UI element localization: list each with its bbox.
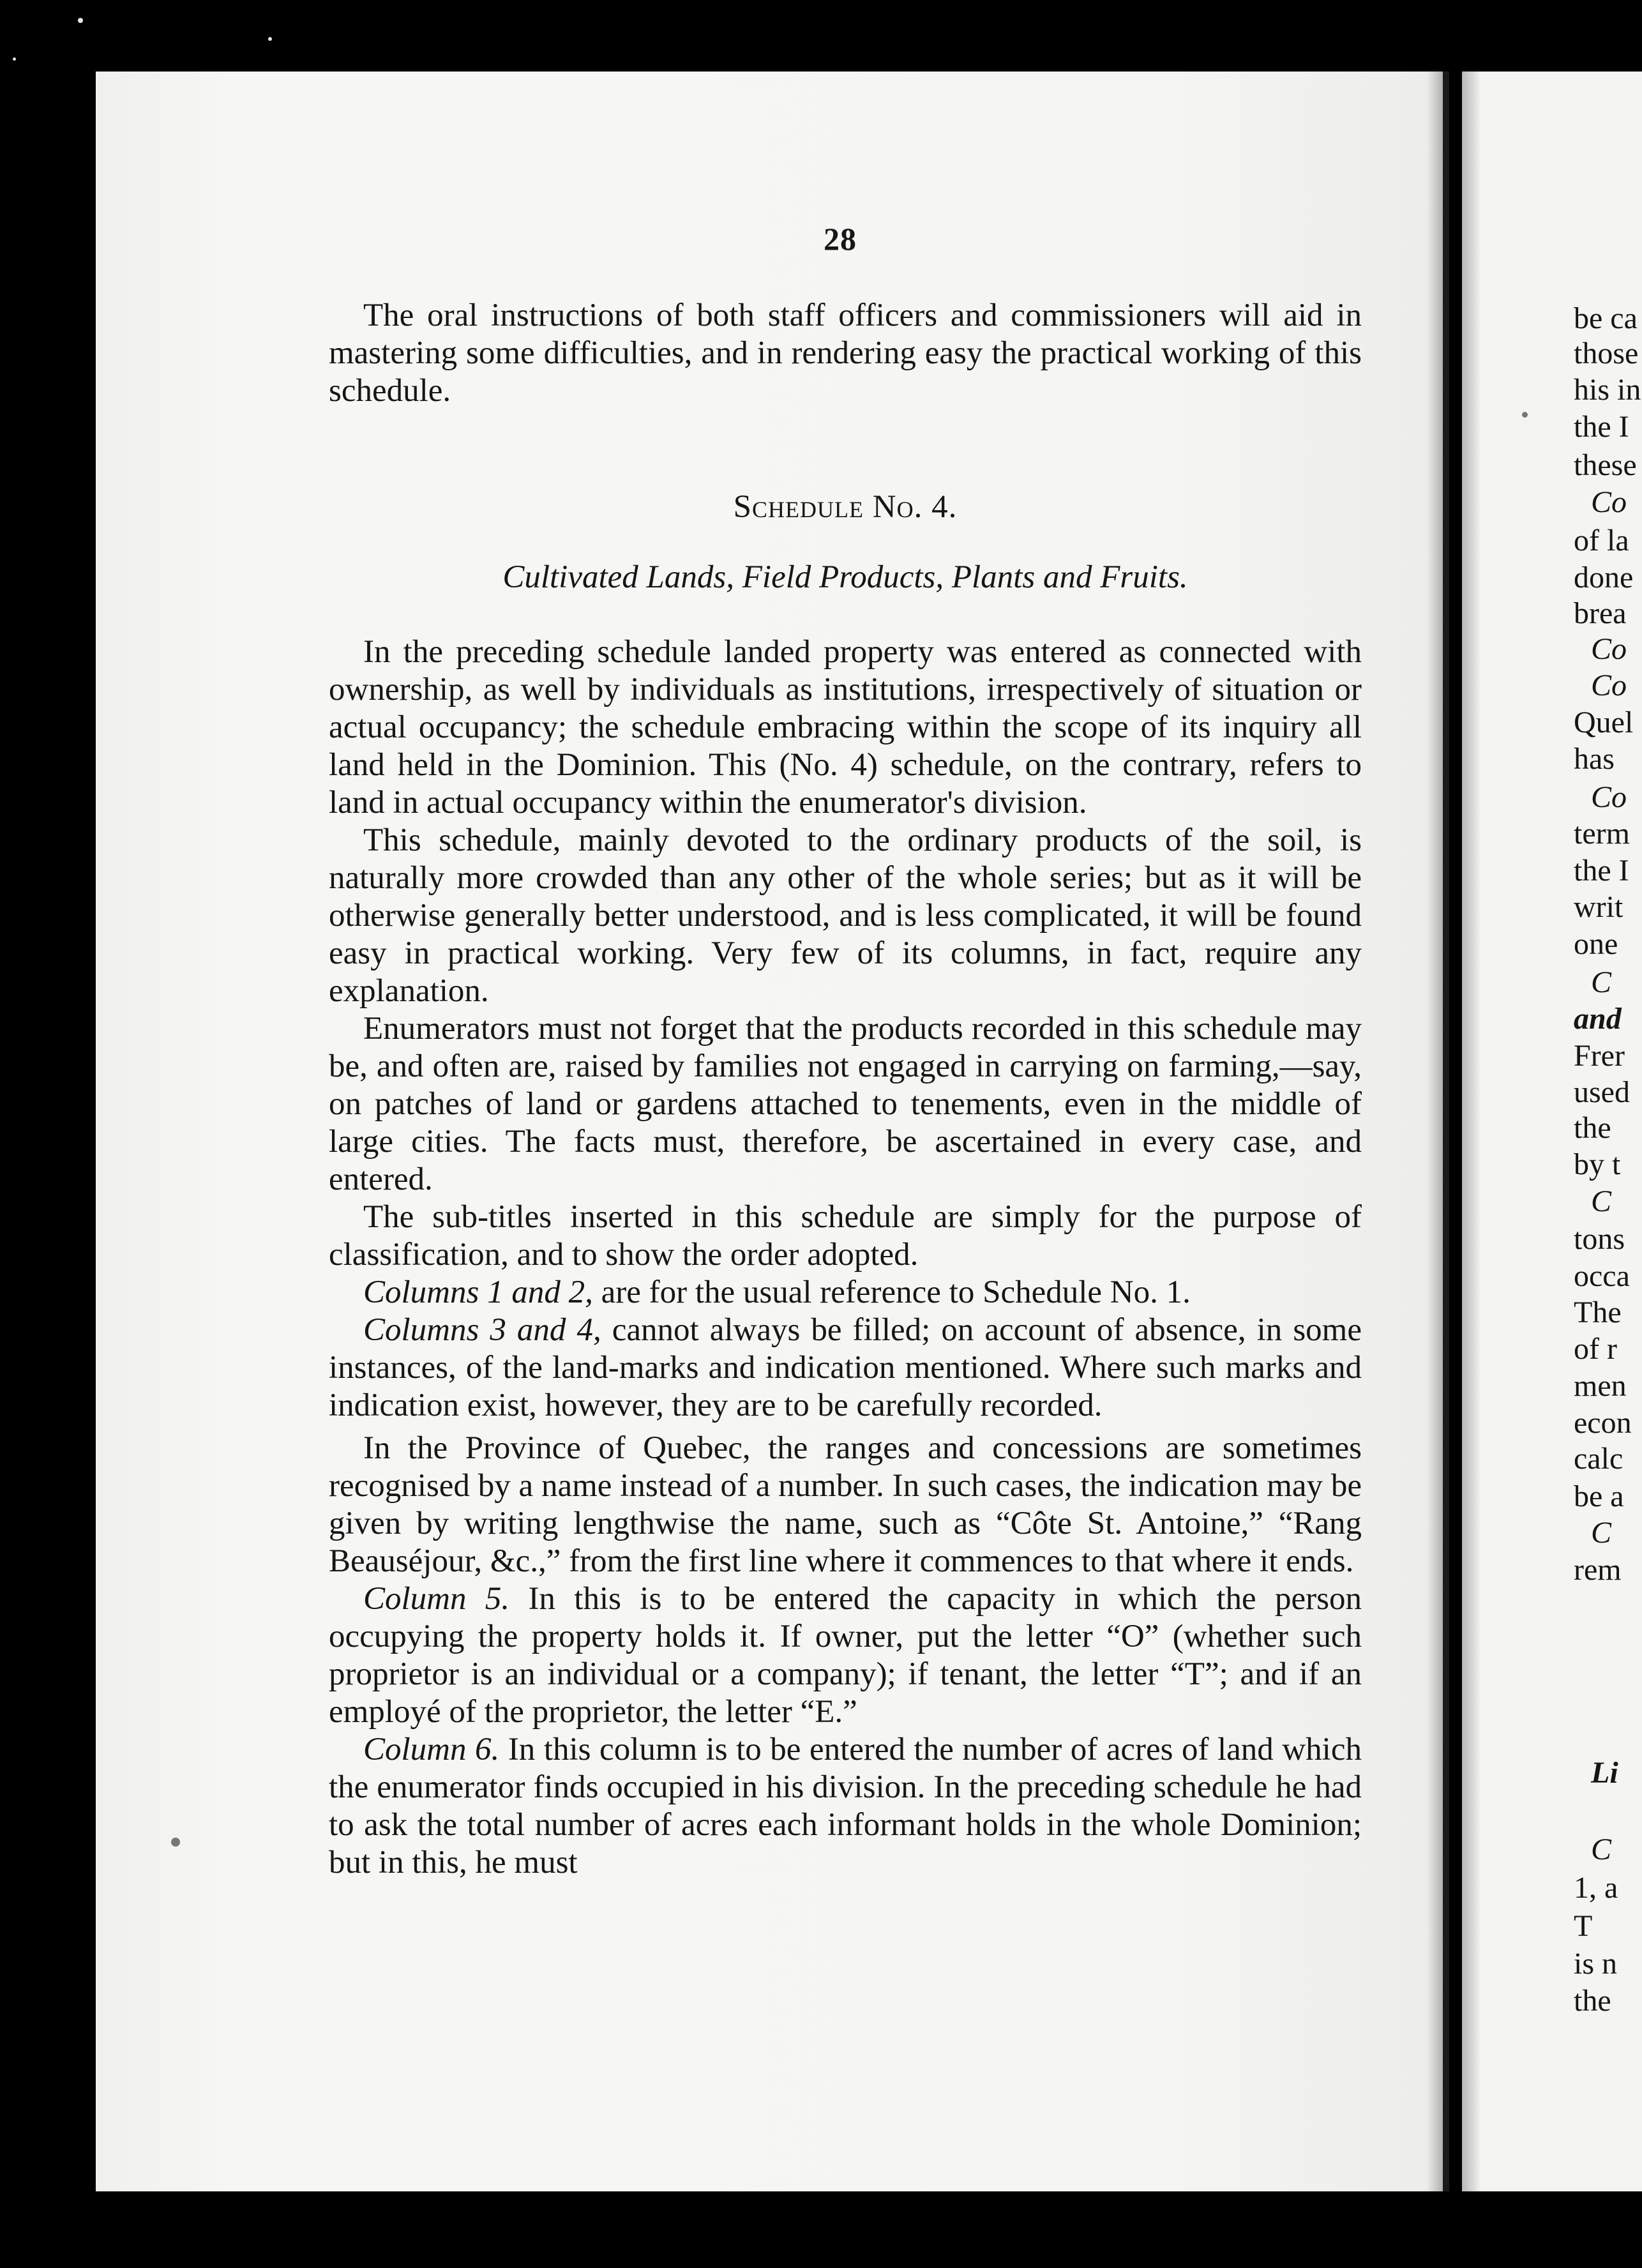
scan-dust (78, 18, 83, 23)
paragraph-text: In this column is to be entered the number of acres of land which the enumerator finds occupied in his division. In the preceding schedule he had to ask the total number of acres each informant holds in the whole Dominion; but in this, he must (329, 1732, 1362, 1880)
schedule-title (329, 488, 1362, 525)
facing-page-fragment: writ (1574, 890, 1623, 924)
facing-page-fragment: used (1574, 1075, 1630, 1109)
body-paragraph: This schedule, mainly devoted to the ordinary products of the soil, is naturally more crowded than any other of the whole series; but as it will be otherwise generally better understood, and is less complicated, it will be found easy in practical working. Very few of its columns, in fact, require any explanation. (329, 822, 1362, 1009)
body-paragraph: In the Province of Quebec, the ranges and concessions are sometimes recognised by a name instead of a number. In such cases, the indication may be given by writing lengthwise the name, such as “Côte St. Antoine,” “Rang Beauséjour, &c.,” from the first line where it commences to that where it ends. (329, 1430, 1362, 1579)
scan-dust (268, 37, 272, 41)
facing-page-fragment: C (1591, 1516, 1612, 1550)
scan-dust (13, 57, 16, 61)
facing-page-fragment: the (1574, 1984, 1611, 2018)
facing-page-fragment: his in (1574, 373, 1641, 407)
body-paragraph (329, 1274, 1362, 1312)
facing-page-fragment: C (1591, 965, 1612, 999)
page-number: 28 (824, 221, 857, 257)
facing-page-fragment: T (1574, 1909, 1593, 1943)
intro-paragraph (329, 297, 1362, 410)
scan-speck (171, 1838, 180, 1847)
facing-page-fragment: calc (1574, 1442, 1623, 1476)
body-paragraph (329, 1580, 1362, 1731)
schedule-subtitle: Cultivated Lands, Field Products, Plants and Fruits. (502, 559, 1188, 595)
facing-page-fragment: be a (1574, 1479, 1624, 1513)
body-paragraph: The sub-titles inserted in this schedule are simply for the purpose of classification, and to show the order adopted. (329, 1199, 1362, 1273)
scan-speck (1522, 412, 1528, 418)
body-paragraph (329, 1312, 1362, 1425)
paragraph-text: cannot always be filled; on account of absence, in some instances, of the land-marks and indication mentioned. Where such marks and indication exist, however, they are to be carefully recorded. (329, 1312, 1362, 1423)
facing-page-fragment: has (1574, 742, 1615, 776)
schedule-title-text: Schedule No. 4. (733, 489, 958, 525)
facing-page-fragment: Co (1591, 780, 1627, 814)
paragraph-lead: Columns 3 and 4, (363, 1312, 601, 1348)
paragraph-lead: Column 5. (363, 1581, 510, 1617)
paragraph-text: In this is to be entered the capacity in which the person occupying the property holds it. If owner, put the letter “O” (whether such proprietor is an individual or a company); if tenant, the letter “T”; and if an employé of the proprietor, the letter “E.” (329, 1581, 1362, 1730)
facing-page-shadow (1462, 72, 1481, 2191)
facing-page-fragment: the I (1574, 854, 1629, 888)
facing-page-fragment: tons (1574, 1222, 1625, 1256)
gutter-shadow (1427, 72, 1443, 2191)
body-text (329, 633, 1362, 1882)
facing-page-fragment: Co (1591, 485, 1627, 519)
facing-page-fragment: of r (1574, 1332, 1617, 1366)
facing-page-fragment: The (1574, 1296, 1622, 1329)
paragraph-lead: Columns 1 and 2, (363, 1274, 593, 1310)
paragraph-text: are for the usual reference to Schedule No. 1. (592, 1274, 1191, 1310)
facing-page-fragment: be ca (1574, 301, 1638, 335)
paragraph-lead: Column 6. (363, 1732, 500, 1767)
facing-page-fragment: men (1574, 1369, 1627, 1403)
facing-page-fragment: and (1574, 1002, 1622, 1036)
facing-page-fragment: occa (1574, 1259, 1630, 1293)
facing-page-fragment: Quel (1574, 706, 1634, 739)
body-paragraph: In the preceding schedule landed property was entered as connected with ownership, as well by individuals as institutions, irrespectively of situation or actual occupancy; the schedule embracing within the scope of its inquiry all land held in the Dominion. This (No. 4) schedule, on the contrary, refers to land in actual occupancy within the enumerator's division. (329, 634, 1362, 820)
facing-page-fragment: Co (1591, 669, 1627, 702)
facing-page-fragment: the (1574, 1111, 1611, 1145)
facing-page-fragment: C (1591, 1184, 1612, 1218)
facing-page-fragment: rem (1574, 1553, 1622, 1587)
facing-page-fragment: one (1574, 927, 1618, 961)
facing-page-fragment: done (1574, 561, 1634, 594)
facing-page-fragment: Co (1591, 632, 1627, 666)
facing-page-fragment: those (1574, 336, 1639, 370)
facing-page-fragment: brea (1574, 596, 1627, 630)
facing-page-fragment: Frer (1574, 1039, 1625, 1073)
facing-page-fragment: C (1591, 1833, 1612, 1866)
facing-page-fragment: econ (1574, 1406, 1632, 1440)
facing-page-fragment: term (1574, 817, 1630, 850)
facing-page-fragment: these (1574, 448, 1637, 482)
facing-page-fragment: by t (1574, 1147, 1621, 1181)
book-gutter (1443, 72, 1449, 2191)
facing-page-fragment: of la (1574, 524, 1629, 557)
facing-page-fragment: is n (1574, 1947, 1618, 1981)
body-paragraph (329, 1731, 1362, 1882)
facing-page-fragment: Li (1591, 1756, 1618, 1790)
facing-page-fragment: 1, a (1574, 1871, 1618, 1905)
intro-text: The oral instructions of both staff officers and commissioners will aid in mastering some difficulties, and in rendering easy the practical working of this schedule. (329, 298, 1362, 409)
body-paragraph: Enumerators must not forget that the products recorded in this schedule may be, and often are, raised by families not engaged in carrying on farming,—say, on patches of land or gardens attached to tenements, even in the middle of large cities. The facts must, therefore, be ascertained in every case, and entered. (329, 1011, 1362, 1197)
facing-page-fragment: the I (1574, 410, 1629, 444)
